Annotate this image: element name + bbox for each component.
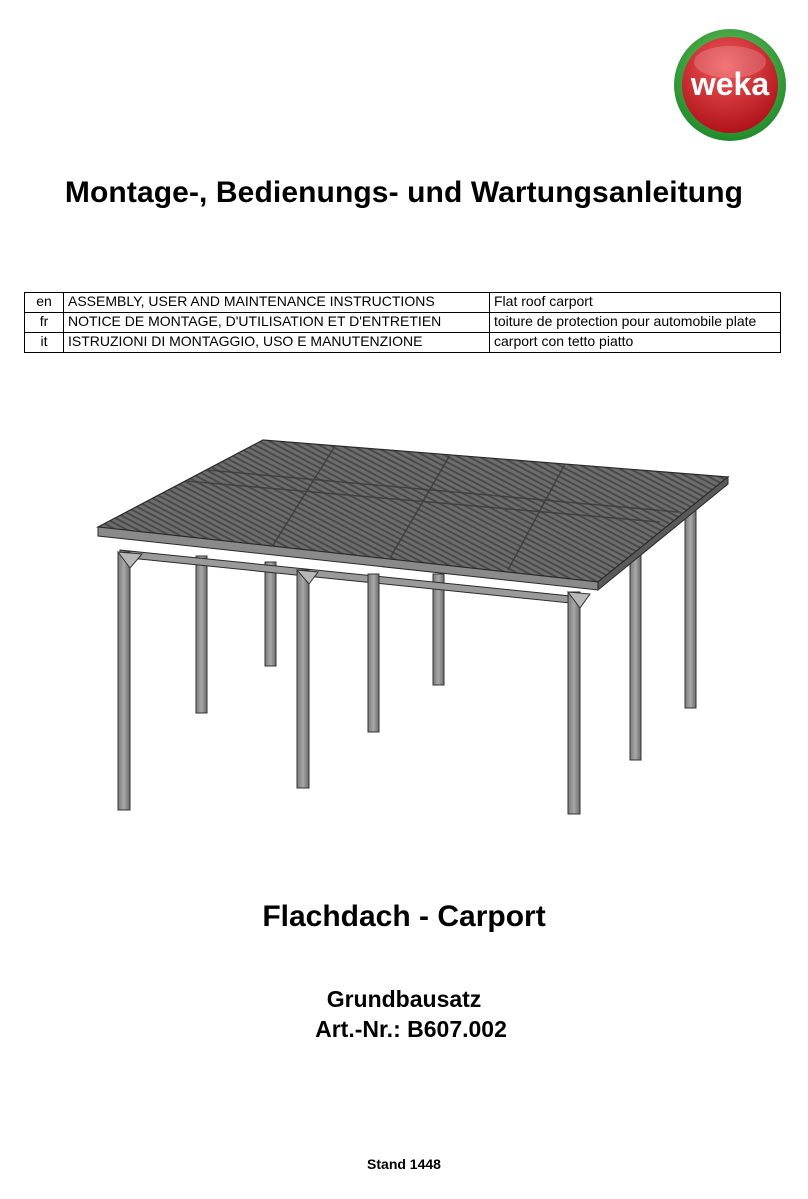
table-row — [25, 293, 781, 313]
kit-label: Grundbausatz — [326, 986, 482, 1012]
stand-version: Stand 1448 — [367, 1156, 441, 1172]
logo-text: weka — [690, 66, 770, 102]
article-number: Art.-Nr.: B607.002 — [315, 1016, 507, 1042]
table-row — [25, 333, 781, 353]
weka-logo — [673, 28, 787, 142]
product-name: toiture de protection pour automobile plate — [490, 313, 781, 333]
kit-info — [0, 984, 808, 1044]
instruction-title: ASSEMBLY, USER AND MAINTENANCE INSTRUCTIONS — [64, 293, 490, 313]
weka-logo-graphic — [673, 28, 787, 142]
product-title: Flachdach - Carport — [262, 900, 546, 933]
product-name: carport con tetto piatto — [490, 333, 781, 353]
carport-drawing — [90, 432, 730, 822]
page-title: Montage-, Bedienungs- und Wartungsanleitung — [64, 176, 744, 209]
instruction-title: NOTICE DE MONTAGE, D'UTILISATION ET D'ENTRETIEN — [64, 313, 490, 333]
lang-code: en — [25, 293, 64, 313]
language-table — [24, 292, 781, 353]
table-row — [25, 313, 781, 333]
instruction-title: ISTRUZIONI DI MONTAGGIO, USO E MANUTENZIONE — [64, 333, 490, 353]
lang-code: it — [25, 333, 64, 353]
product-name: Flat roof carport — [490, 293, 781, 313]
lang-code: fr — [25, 313, 64, 333]
carport-illustration — [90, 432, 730, 822]
